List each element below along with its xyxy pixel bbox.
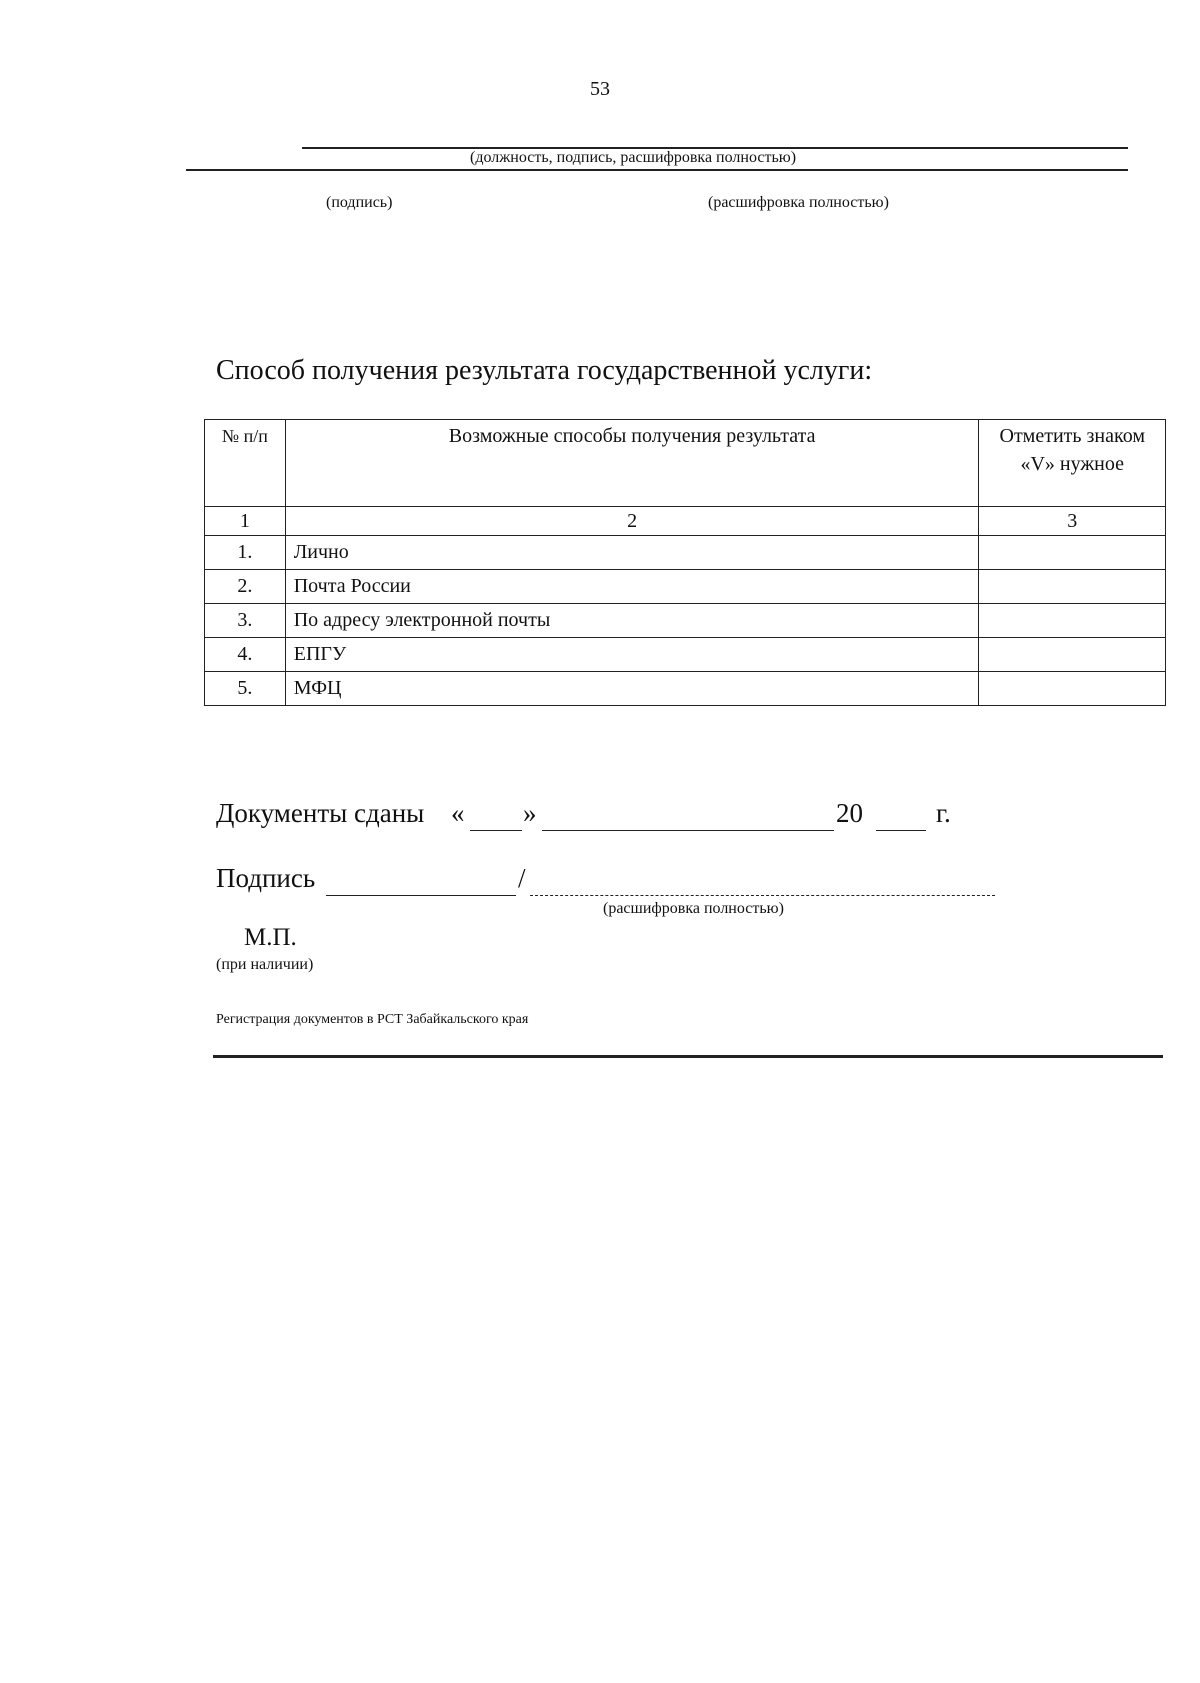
registration-line — [213, 1055, 1163, 1058]
signature-field[interactable] — [326, 895, 516, 896]
header-methods: Возможные способы получения результата — [285, 420, 979, 507]
full-name-field[interactable] — [530, 895, 995, 896]
stamp-note: (при наличии) — [216, 956, 314, 973]
row-mark-cell[interactable] — [979, 604, 1166, 638]
result-methods-table — [204, 419, 1166, 706]
row-method: ЕПГУ — [285, 638, 979, 672]
month-field[interactable] — [542, 830, 834, 831]
row-number: 3. — [205, 604, 286, 638]
registration-text: Регистрация документов в РСТ Забайкальского края — [216, 1012, 529, 1027]
signature-full-name-caption: (расшифровка полностью) — [603, 900, 784, 917]
row-mark-cell[interactable] — [979, 536, 1166, 570]
close-quote: » — [523, 798, 537, 828]
column-number-3: 3 — [979, 507, 1166, 536]
row-number: 5. — [205, 672, 286, 706]
table-row — [205, 672, 1166, 706]
stamp-label: М.П. — [244, 924, 297, 951]
row-number: 2. — [205, 570, 286, 604]
day-field[interactable] — [470, 830, 522, 831]
top-caption: (должность, подпись, расшифровка полностью) — [470, 149, 797, 166]
page-number: 53 — [590, 78, 610, 100]
table-row — [205, 570, 1166, 604]
column-number-1: 1 — [205, 507, 286, 536]
row-number: 1. — [205, 536, 286, 570]
year-suffix: г. — [936, 798, 951, 828]
full-name-caption: (расшифровка полностью) — [708, 194, 889, 211]
row-method: Лично — [285, 536, 979, 570]
signature-label: Подпись — [216, 863, 316, 893]
year-field[interactable] — [876, 830, 926, 831]
signature-caption: (подпись) — [326, 194, 393, 211]
signature-slash: / — [518, 863, 526, 893]
row-number: 4. — [205, 638, 286, 672]
row-mark-cell[interactable] — [979, 638, 1166, 672]
table-row — [205, 638, 1166, 672]
header-mark: Отметить знаком «V» нужное — [979, 420, 1166, 507]
column-number-row — [205, 507, 1166, 536]
year-prefix: 20 — [836, 798, 863, 828]
row-mark-cell[interactable] — [979, 672, 1166, 706]
column-number-2: 2 — [285, 507, 979, 536]
table-row — [205, 604, 1166, 638]
top-caption-underline — [186, 169, 1128, 171]
row-method: По адресу электронной почты — [285, 604, 979, 638]
header-number: № п/п — [205, 420, 286, 507]
row-mark-cell[interactable] — [979, 570, 1166, 604]
row-method: МФЦ — [285, 672, 979, 706]
section-title: Способ получения результата государственной услуги: — [216, 355, 873, 386]
docs-submitted-label: Документы сданы — [216, 798, 425, 828]
table-row — [205, 536, 1166, 570]
row-method: Почта России — [285, 570, 979, 604]
table-header-row — [205, 420, 1166, 507]
open-quote: « — [451, 798, 465, 828]
